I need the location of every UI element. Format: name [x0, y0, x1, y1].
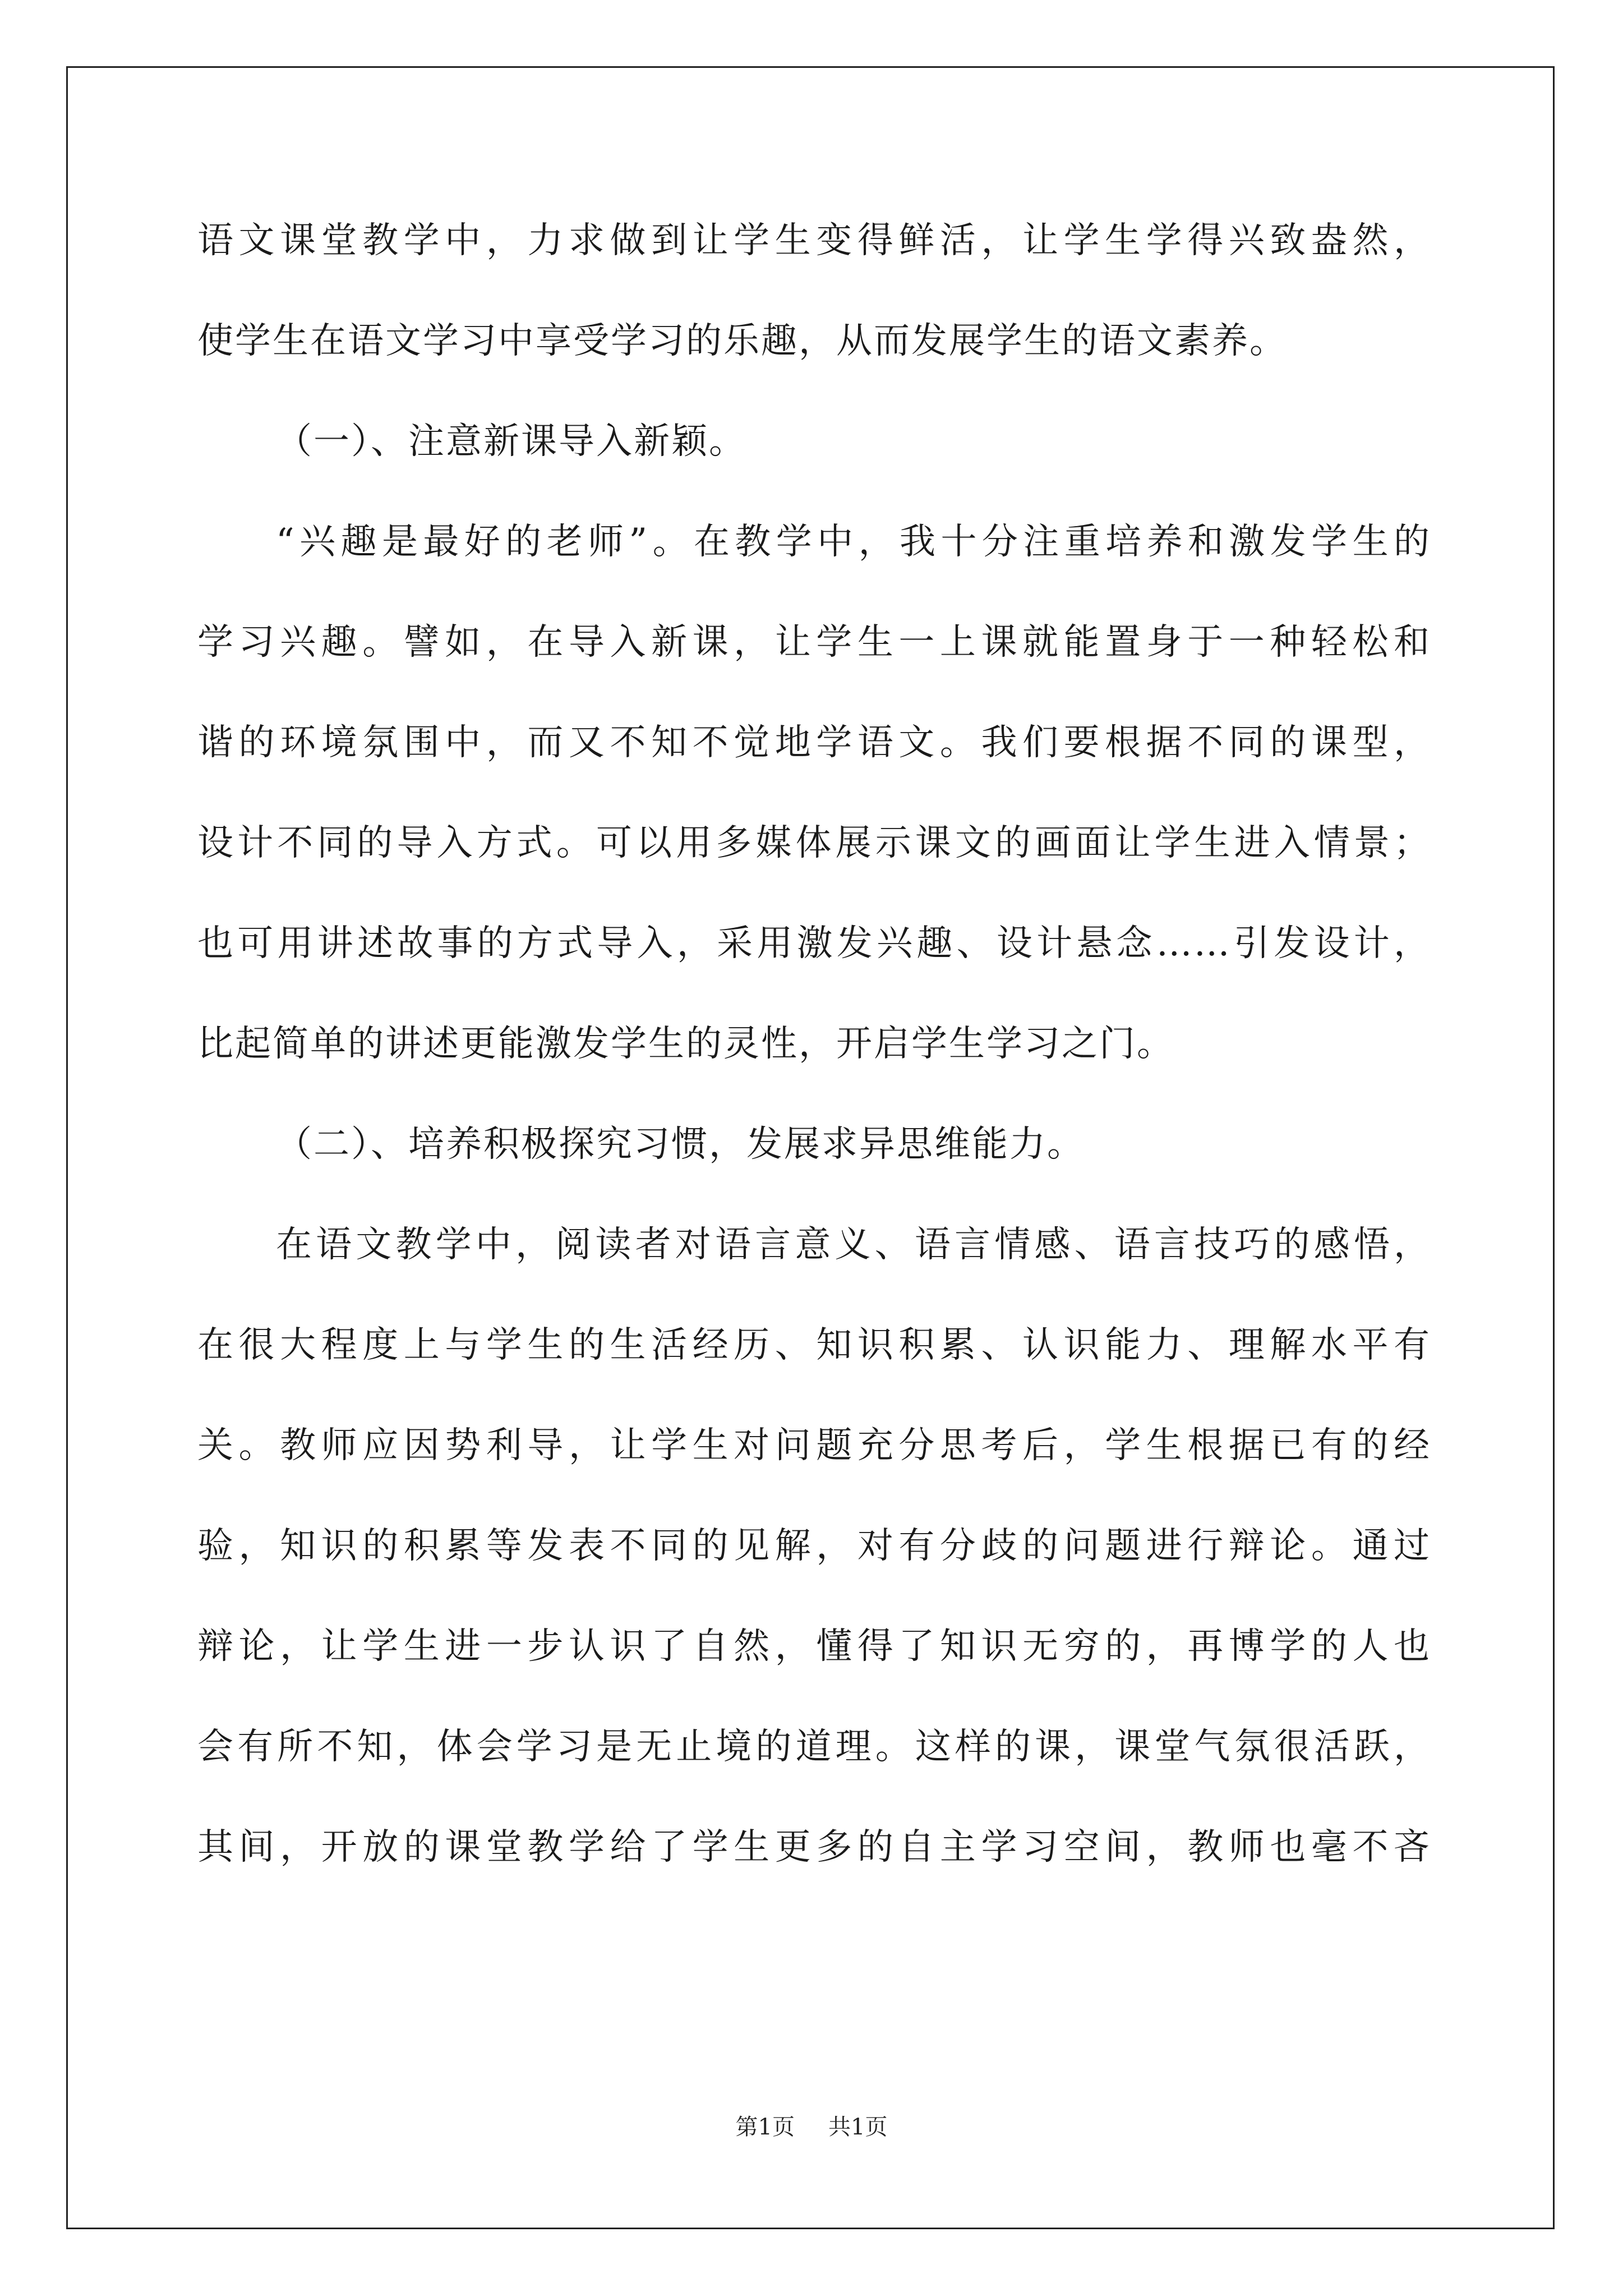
text-line: 验，知识的积累等发表不同的见解，对有分歧的问题进行辩论。通过 [197, 1525, 1431, 1567]
section-heading: （二）、培养积极探究习惯，发展求异思维能力。 [276, 1124, 1085, 1165]
text-line: 其间，开放的课堂教学给了学生更多的自主学习空间，教师也毫不吝 [197, 1826, 1431, 1868]
text-line: 也可用讲述故事的方式导入，采用激发兴趣、设计悬念……引发设计， [197, 923, 1431, 964]
text-line: 谐的环境氛围中，而又不知不觉地学语文。我们要根据不同的课型， [197, 722, 1431, 763]
text-line: 使学生在语文学习中享受学习的乐趣，从而发展学生的语文素养。 [197, 320, 1287, 362]
page-total: 共1页 [828, 2114, 888, 2140]
document-body [197, 191, 1431, 1898]
text-line: 关。教师应因势利导，让学生对问题充分思考后，学生根据已有的经 [197, 1425, 1431, 1466]
text-line: 比起简单的讲述更能激发学生的灵性，开启学生学习之门。 [197, 1023, 1174, 1065]
page-number: 第1页 [735, 2114, 795, 2140]
page-footer [0, 2109, 1623, 2141]
text-line: 辩论，让学生进一步认识了自然，懂得了知识无穷的，再博学的人也 [197, 1626, 1431, 1667]
text-line: 学习兴趣。譬如，在导入新课，让学生一上课就能置身于一种轻松和 [197, 622, 1431, 663]
text-line: 在很大程度上与学生的生活经历、知识积累、认识能力、理解水平有 [197, 1324, 1431, 1366]
text-line: 会有所不知，体会学习是无止境的道理。这样的课，课堂气氛很活跃， [197, 1726, 1431, 1768]
section-heading: （一）、注意新课导入新颖。 [276, 421, 746, 462]
text-line: “兴趣是最好的老师”。在教学中，我十分注重培养和激发学生的 [276, 521, 1431, 563]
text-line: 设计不同的导入方式。可以用多媒体展示课文的画面让学生进入情景； [197, 822, 1431, 864]
text-line: 语文课堂教学中，力求做到让学生变得鲜活，让学生学得兴致盎然， [197, 220, 1431, 261]
text-line: 在语文教学中，阅读者对语言意义、语言情感、语言技巧的感悟， [276, 1224, 1431, 1266]
